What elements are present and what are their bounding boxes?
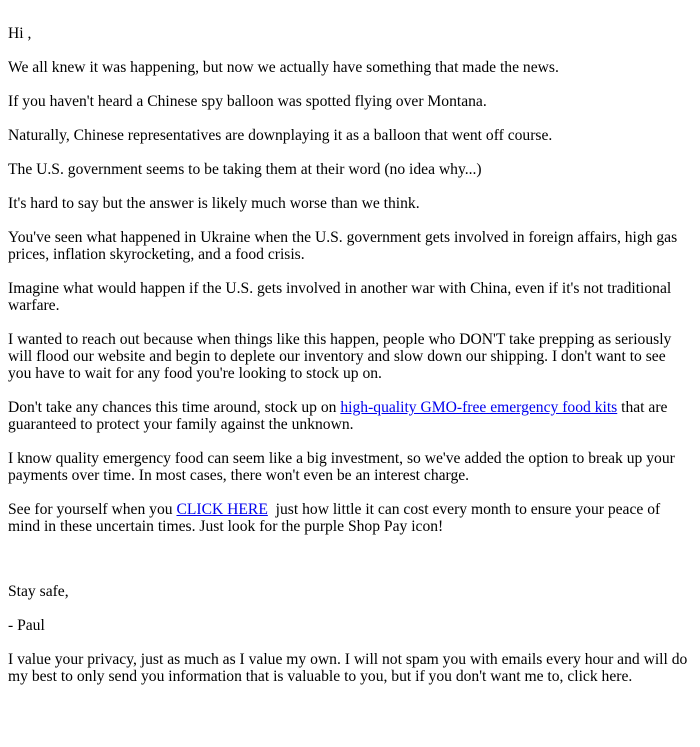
- paragraph-payments: I know quality emergency food can seem like a big investment, so we've added the option to break up your payments over time. In most cases, there won't even be an interest charge.: [8, 450, 675, 484]
- paragraph-news: We all knew it was happening, but now we actually have something that made the news.: [8, 59, 559, 76]
- paragraph-ukraine: You've seen what happened in Ukraine when the U.S. government gets involved in foreign affairs, high gas prices, inflation skyrocketing, and a food crisis.: [8, 229, 678, 263]
- paragraph-food-kits-after: that are guaranteed to protect your family against the unknown.: [8, 399, 668, 433]
- paragraph-balloon: If you haven't heard a Chinese spy balloon was spotted flying over Montana.: [8, 93, 487, 110]
- signature: - Paul: [8, 617, 45, 634]
- paragraph-click-here-after: just how little it can cost every month to ensure your peace of mind in these uncertain times. Just look for the purple Shop Pay icon!: [8, 501, 665, 535]
- paragraph-worse: It's hard to say but the answer is likely much worse than we think.: [8, 195, 420, 212]
- footer-privacy: I value your privacy, just as much as I value my own. I will not spam you with emails every hour and will do my best to only send you information that is valuable to you, but if you don't want me to, click here.: [8, 651, 688, 685]
- click-here-link[interactable]: CLICK HERE: [176, 501, 268, 518]
- paragraph-prepping: I wanted to reach out because when things like this happen, people who DON'T take prepping as seriously will flood our website and begin to deplete our inventory and slow down our shipping. I don't want to see you have to wait for any food you're looking to stock up on.: [8, 331, 672, 382]
- paragraph-click-here-before: See for yourself when you: [8, 501, 177, 518]
- greeting: Hi ,: [8, 25, 32, 42]
- paragraph-food-kits-before: Don't take any chances this time around, stock up on: [8, 399, 341, 416]
- paragraph-war-china: Imagine what would happen if the U.S. gets involved in another war with China, even if it's not traditional warfare.: [8, 280, 672, 314]
- paragraph-click-here: [8, 501, 692, 535]
- paragraph-downplaying: Naturally, Chinese representatives are downplaying it as a balloon that went off course.: [8, 127, 553, 144]
- paragraph-government: The U.S. government seems to be taking them at their word (no idea why...): [8, 161, 482, 178]
- spacer: [8, 552, 692, 583]
- paragraph-food-kits: [8, 399, 692, 433]
- signoff: Stay safe,: [8, 583, 69, 600]
- food-kits-link[interactable]: high-quality GMO-free emergency food kits: [340, 399, 618, 416]
